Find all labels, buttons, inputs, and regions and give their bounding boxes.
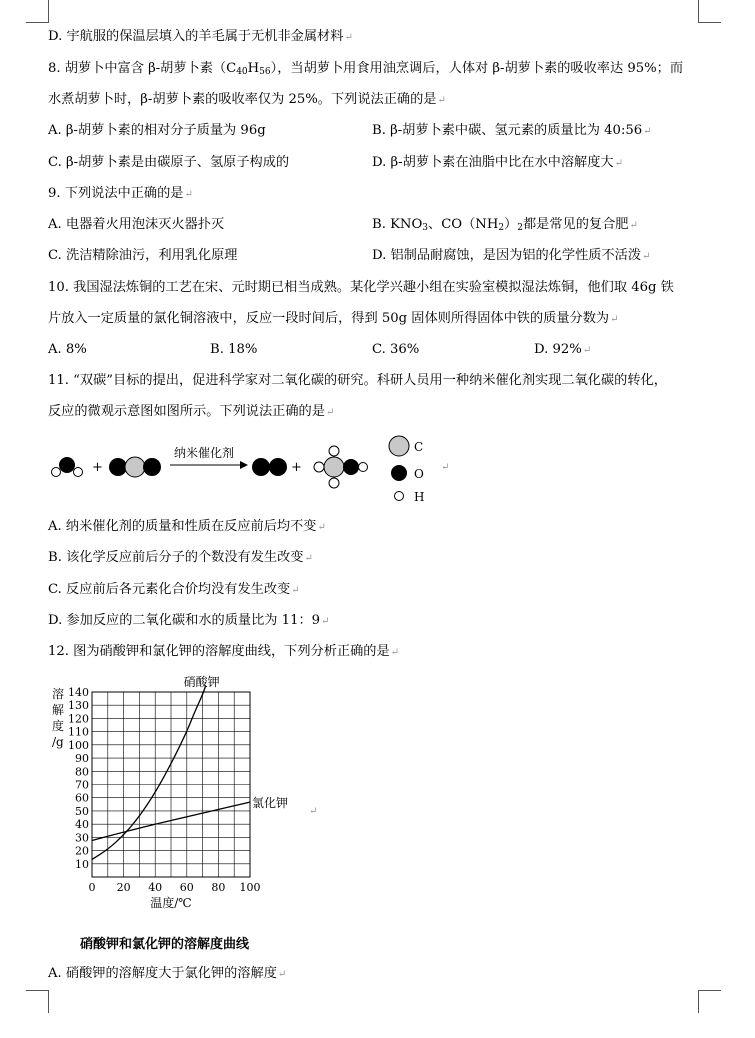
y-tick-label: 110 [68,725,89,739]
y-tick-label: 130 [68,699,89,713]
q9-option-a: A. 电器着火用泡沫灭火器扑灭 [48,217,225,232]
q8-stem-line1: 8. 胡萝卜中富含 β-胡萝卜素$(C_{40}H_{56})$，当胡萝卜用食用油烹调后，人体对 β-胡萝卜素的吸收率达 95%；而 [48,61,684,77]
q12-option-a: A. 硝酸钾的溶解度大于氯化钾的溶解度↵ [48,966,287,981]
q10-stem-line2: 片放入一定质量的氯化铜溶液中，反应一段时间后，得到 50g 固体则所得固体中铁的质量分数为↵ [48,311,619,326]
y-tick-label: 30 [75,831,89,845]
q7-option-d: D. 宇航服的保温层填入的羊毛属于无机非金属材料↵ [48,29,353,44]
hydrogen-atom [329,446,339,456]
legend-oxygen-label: O [414,467,424,481]
x-tick-label: 80 [211,881,226,894]
q8-option-b: B. β-胡萝卜素中碳、氢元素的质量比为 40:56↵ [372,123,652,138]
legend-carbon-label: C [414,440,424,454]
y-axis-title: 度 [52,719,65,733]
y-axis-title: /g [52,735,64,749]
hydrogen-atom [74,468,83,477]
y-axis-title: 溶 [52,687,65,701]
x-tick-label: 100 [239,881,261,894]
oxygen-atom [343,459,359,475]
q11-option-c: C. 反应前后各元素化合价均没有发生改变↵ [48,582,300,597]
catalyst-label: 纳米催化剂 [174,446,235,460]
y-axis-title: 解 [52,703,65,717]
hydrogen-atom [314,462,324,472]
legend-hydrogen-label: H [414,490,425,504]
series-kno3-line [92,685,206,859]
plus-sign: + [291,460,302,475]
chart-paragraph-mark: ↵ [309,806,318,817]
y-tick-label: 10 [75,857,89,871]
series-kcl-label: 氯化钾 [252,796,289,810]
y-tick-label: 140 [68,686,89,699]
q10-option-a: A. 8% [48,342,87,357]
chart-caption: 硝酸钾和氯化钾的溶解度曲线 [80,937,250,952]
q9-option-b: B. $KNO_3$、$CO(NH_2)_2$都是常见的复合肥↵ [372,217,638,233]
co2-molecule [109,457,161,477]
q9-option-c: C. 洗洁精除油污，利用乳化原理 [48,248,238,263]
water-molecule [52,457,83,477]
legend-carbon-icon [389,436,409,456]
legend-oxygen-icon [391,465,407,481]
crop-mark-top-right [698,0,721,23]
atom-legend [389,436,424,504]
q8-option-d: D. β-胡萝卜素在油脂中比在水中溶解度大↵ [372,155,623,170]
crop-mark-top-left [26,0,49,23]
plus-sign: + [92,460,103,475]
o2-molecule [252,458,287,476]
hydrogen-atom [329,478,339,488]
reaction-micro-diagram [48,430,448,510]
chart-labels [52,674,288,910]
carbon-atom [324,457,344,477]
oxygen-atom [269,458,287,476]
oxygen-atom [109,458,127,476]
q11-stem-line2: 反应的微观示意图如图所示。下列说法正确的是↵ [48,404,335,419]
legend-hydrogen-icon [395,492,404,501]
q8-option-c: C. β-胡萝卜素是由碳原子、氢原子构成的 [48,155,290,170]
q11-option-a: A. 纳米催化剂的质量和性质在反应前后均不变↵ [48,519,326,534]
arrowhead-icon [240,461,248,469]
q10-option-d: D. 92%↵ [534,342,592,357]
diagram-paragraph-mark: ↵ [441,462,450,473]
oxygen-atom [59,457,75,473]
hydrogen-atom [52,468,61,477]
y-tick-label: 100 [68,738,89,752]
q10-stem-line1: 10. 我国湿法炼铜的工艺在宋、元时期已相当成熟。某化学兴趣小组在实验室模拟湿法炼铜，他们取 46g 铁 [48,280,674,295]
y-tick-label: 90 [75,752,89,766]
x-tick-label: 0 [88,881,96,894]
q10-option-b: B. 18% [210,342,258,357]
x-axis-title: 温度/℃ [150,896,192,910]
y-tick-label: 120 [68,712,89,726]
x-tick-label: 60 [179,881,194,894]
q11-option-b: B. 该化学反应前后分子的个数没有发生改变↵ [48,550,313,565]
y-tick-label: 70 [75,778,89,792]
q9-option-d: D. 铝制品耐腐蚀，是因为铝的化学性质不活泼↵ [372,248,651,263]
q12-stem: 12. 图为硝酸钾和氯化钾的溶解度曲线，下列分析正确的是↵ [48,644,400,659]
y-tick-label: 50 [75,804,89,818]
q11-option-d: D. 参加反应的二氧化碳和水的质量比为 11：9↵ [48,613,330,628]
hydrogen-atom [359,463,368,472]
methanol-molecule [314,446,368,488]
chart-grid [92,692,250,877]
oxygen-atom [143,458,161,476]
q8-option-a: A. β-胡萝卜素的相对分子质量为 96g [48,123,266,138]
y-tick-label: 80 [75,765,89,779]
solubility-chart [40,672,310,934]
q8-stem-line2: 水煮胡萝卜时，β-胡萝卜素的吸收率仅为 25%。下列说法正确的是↵ [48,92,446,107]
carbon-atom [125,457,145,477]
oxygen-atom [252,458,270,476]
y-tick-label: 20 [75,844,89,858]
crop-mark-bottom-left [26,990,49,1013]
y-tick-label: 40 [75,818,89,832]
q10-option-c: C. 36% [372,342,420,357]
x-tick-label: 20 [116,881,131,894]
crop-mark-bottom-right [698,990,721,1013]
q11-stem-line1: 11. “双碳”目标的提出，促进科学家对二氧化碳的研究。科研人员用一种纳米催化剂实现二氧化碳的转化， [48,373,667,388]
series-kno3-label: 硝酸钾 [183,675,220,689]
x-tick-label: 40 [148,881,163,894]
y-tick-label: 60 [75,791,89,805]
q9-stem: 9. 下列说法中正确的是↵ [48,186,193,201]
